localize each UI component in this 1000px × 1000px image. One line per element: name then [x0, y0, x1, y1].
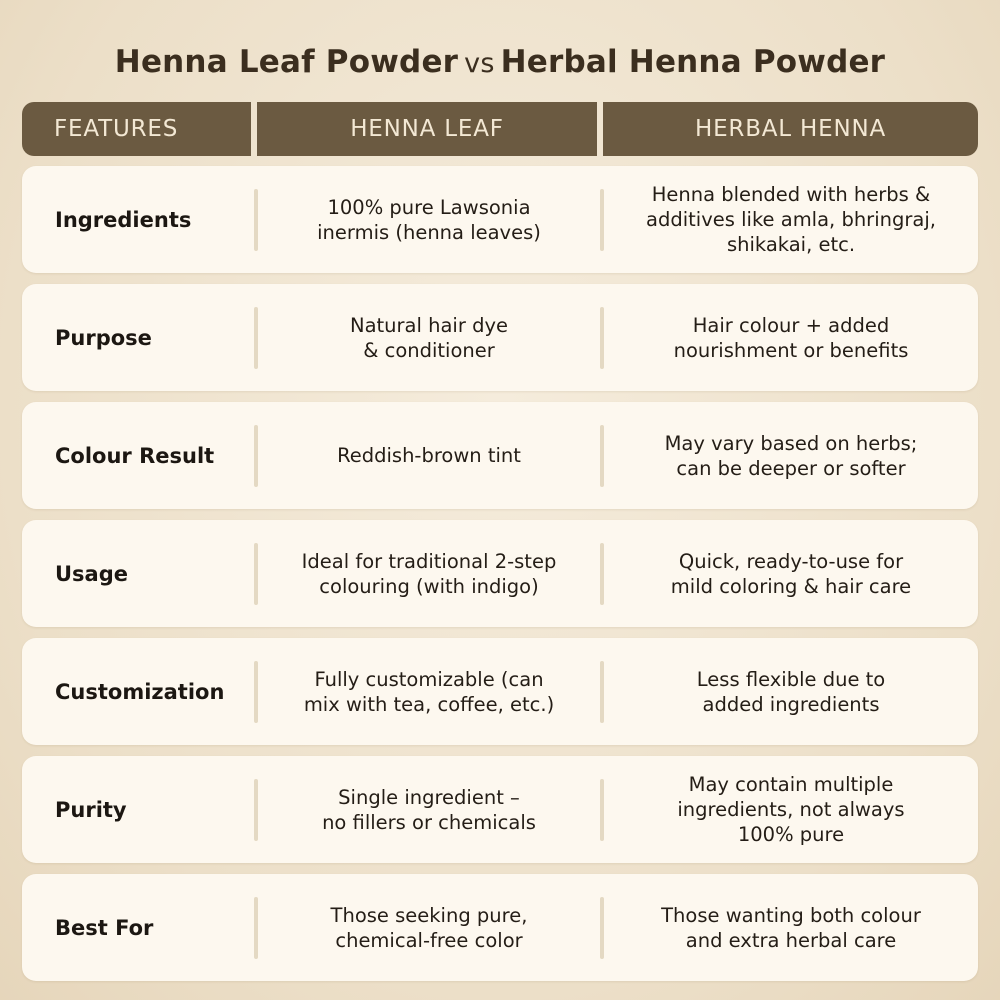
table-row-ingredients — [22, 166, 978, 273]
title-left: Henna Leaf Powder — [114, 44, 459, 80]
herbal-henna-value: May vary based on herbs; can be deeper or softer — [664, 431, 918, 480]
table-row-usage — [22, 520, 978, 627]
title-vs: vs — [464, 48, 495, 79]
henna-leaf-value: Reddish-brown tint — [337, 444, 521, 467]
table-row-purity — [22, 756, 978, 863]
herbal-henna-value: May contain multiple ingredients, not always 100% pure — [677, 773, 905, 846]
feature-label: Usage — [55, 561, 128, 586]
henna-leaf-value: Single ingredient – no fillers or chemicals — [322, 785, 536, 834]
herbal-henna-value: Quick, ready-to-use for mild coloring & hair care — [670, 549, 912, 598]
feature-label: Purpose — [55, 325, 152, 350]
comparison-table — [22, 166, 978, 992]
table-row-purpose — [22, 284, 978, 391]
henna-leaf-value: Ideal for traditional 2-step colouring (with indigo) — [301, 549, 557, 598]
header-henna-leaf: HENNA LEAF — [257, 102, 597, 156]
feature-label: Customization — [55, 679, 225, 704]
header-features: FEATURES — [22, 102, 251, 156]
herbal-henna-value: Less flexible due to added ingredients — [696, 667, 886, 716]
herbal-henna-value: Hair colour + added nourishment or benefits — [673, 313, 909, 362]
title-right: Herbal Henna Powder — [500, 44, 886, 80]
table-row-customization — [22, 638, 978, 745]
henna-leaf-value: Natural hair dye & conditioner — [350, 313, 508, 362]
feature-label: Best For — [55, 915, 154, 940]
henna-leaf-value: Those seeking pure, chemical-free color — [330, 903, 528, 952]
henna-leaf-value: Fully customizable (can mix with tea, coffee, etc.) — [303, 667, 555, 716]
table-header — [22, 102, 978, 156]
henna-leaf-value: 100% pure Lawsonia inermis (henna leaves) — [317, 195, 541, 244]
herbal-henna-value: Henna blended with herbs & additives like amla, bhringraj, shikakai, etc. — [646, 183, 936, 256]
table-row-colour-result — [22, 402, 978, 509]
feature-label: Ingredients — [55, 207, 192, 232]
table-row-best-for — [22, 874, 978, 981]
feature-label: Colour Result — [55, 443, 215, 468]
header-herbal-henna: HERBAL HENNA — [603, 102, 978, 156]
herbal-henna-value: Those wanting both colour and extra herbal care — [661, 903, 921, 952]
page-title — [0, 44, 1000, 80]
feature-label: Purity — [55, 797, 127, 822]
